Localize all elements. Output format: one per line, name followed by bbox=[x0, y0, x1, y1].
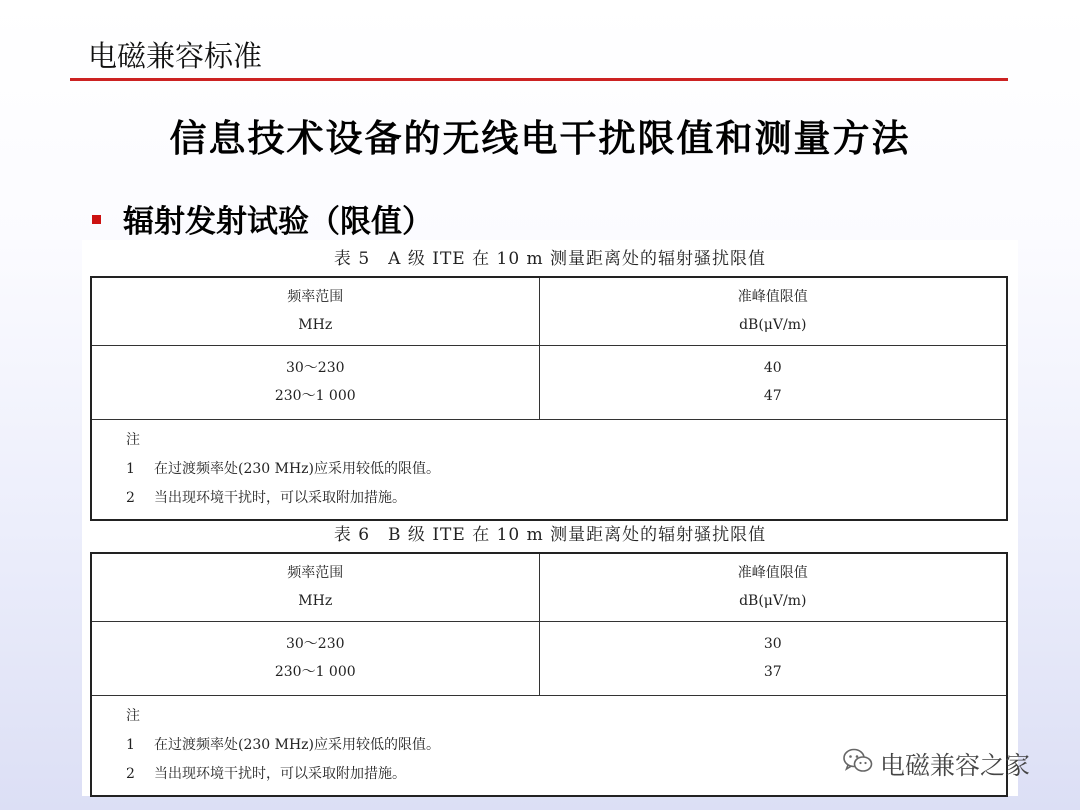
frequency-unit: MHz bbox=[298, 317, 333, 334]
frequency-values bbox=[91, 345, 539, 419]
note-number: 1 bbox=[126, 736, 135, 753]
slide-title: 信息技术设备的无线电干扰限值和测量方法 bbox=[169, 117, 911, 160]
note-number: 2 bbox=[126, 765, 135, 782]
limit-unit: dB(μV/m) bbox=[739, 593, 807, 610]
bullet-item bbox=[92, 196, 433, 241]
limit-values bbox=[539, 345, 1007, 419]
note-number: 1 bbox=[126, 460, 135, 477]
note-text: 当出现环境干扰时，可以采取附加措施。 bbox=[154, 489, 406, 506]
note-line bbox=[126, 455, 972, 484]
table-5-caption: 表 5 A 级 ITE 在 10 m 测量距离处的辐射骚扰限值 bbox=[333, 249, 767, 269]
frequency-header-label: 频率范围 bbox=[287, 565, 344, 582]
frequency-header bbox=[91, 277, 539, 345]
table-row bbox=[91, 621, 1007, 695]
bullet-square-icon bbox=[92, 215, 101, 224]
bullet-text: 辐射发射试验（限值） bbox=[123, 204, 433, 240]
table-6-caption: 表 6 B 级 ITE 在 10 m 测量距离处的辐射骚扰限值 bbox=[333, 525, 767, 545]
table-5 bbox=[90, 276, 1008, 521]
limit-value: 30 bbox=[763, 636, 782, 652]
table-row bbox=[91, 345, 1007, 419]
watermark-text: 电磁兼容之家 bbox=[880, 751, 1031, 780]
limit-header bbox=[539, 277, 1007, 345]
frequency-range: 230～1 000 bbox=[274, 388, 356, 404]
frequency-header-label: 频率范围 bbox=[287, 289, 344, 306]
frequency-unit: MHz bbox=[298, 593, 333, 610]
limit-value: 37 bbox=[763, 664, 782, 680]
notes-cell bbox=[91, 419, 1007, 520]
frequency-range: 30～230 bbox=[285, 636, 345, 652]
note-title: 注 bbox=[126, 431, 140, 448]
header-title: 电磁兼容标准 bbox=[88, 39, 263, 73]
limit-header bbox=[539, 553, 1007, 621]
note-number: 2 bbox=[126, 489, 135, 506]
limit-values bbox=[539, 621, 1007, 695]
note-line bbox=[126, 484, 972, 513]
note-title: 注 bbox=[126, 707, 140, 724]
limit-value: 47 bbox=[763, 388, 782, 404]
notes-row bbox=[91, 419, 1007, 520]
note-text: 在过渡频率处(230 MHz)应采用较低的限值。 bbox=[154, 460, 441, 477]
note-text: 在过渡频率处(230 MHz)应采用较低的限值。 bbox=[154, 736, 441, 753]
frequency-range: 230～1 000 bbox=[274, 664, 356, 680]
wechat-icon bbox=[842, 747, 874, 781]
watermark bbox=[842, 746, 1030, 782]
scanned-standard-excerpt bbox=[82, 240, 1018, 796]
frequency-range: 30～230 bbox=[285, 360, 345, 376]
frequency-header bbox=[91, 553, 539, 621]
limit-header-label: 准峰值限值 bbox=[737, 289, 808, 306]
limit-unit: dB(μV/m) bbox=[739, 317, 807, 334]
frequency-values bbox=[91, 621, 539, 695]
header-divider bbox=[70, 78, 1008, 81]
table-header-row bbox=[91, 553, 1007, 621]
table-header-row bbox=[91, 277, 1007, 345]
note-text: 当出现环境干扰时，可以采取附加措施。 bbox=[154, 765, 406, 782]
limit-value: 40 bbox=[763, 360, 782, 376]
limit-header-label: 准峰值限值 bbox=[737, 565, 808, 582]
